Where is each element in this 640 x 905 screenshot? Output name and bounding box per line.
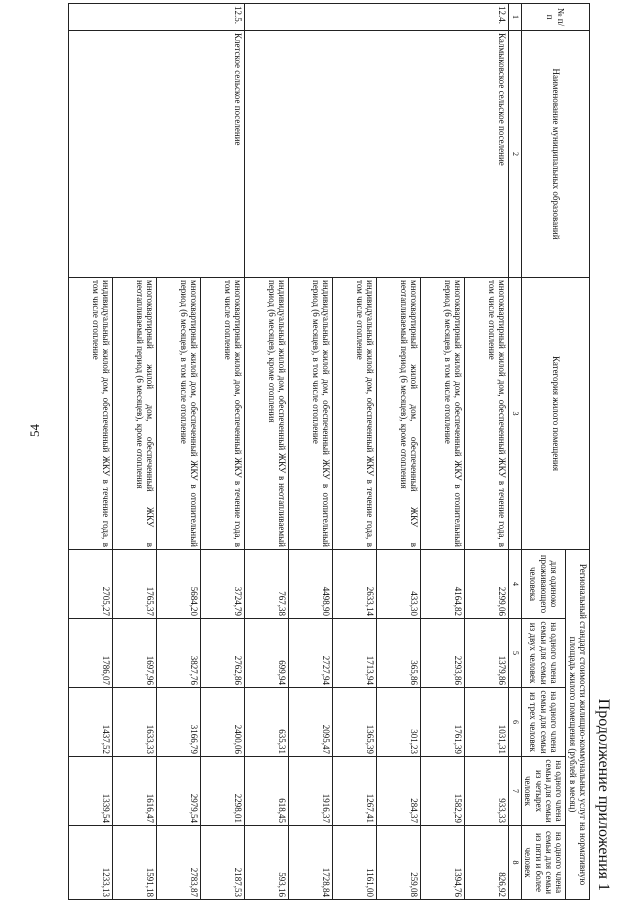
cost-value: 2299,06 (464, 550, 508, 619)
cost-value: 1582,29 (420, 757, 464, 826)
header-sub-3: на одного члена семьи для семьи из трех человек (521, 688, 565, 757)
housing-category: индивидуальный жилой дом, обеспеченный ЖКУ в течение года, в том числе отопление (68, 278, 112, 550)
column-number: 7 (508, 757, 521, 826)
cost-value: 1233,13 (68, 826, 112, 900)
cost-value: 826,92 (464, 826, 508, 900)
header-sub-4: на одного члена семьи для семьи из четырех человек (521, 757, 565, 826)
cost-value: 2633,14 (332, 550, 376, 619)
cost-value: 4498,90 (288, 550, 332, 619)
column-number: 1 (508, 4, 521, 31)
cost-value: 259,08 (376, 826, 420, 900)
cost-value: 3166,79 (156, 688, 200, 757)
cost-value: 618,45 (244, 757, 288, 826)
cost-value: 2187,53 (200, 826, 244, 900)
cost-value: 1633,33 (112, 688, 156, 757)
column-number: 4 (508, 550, 521, 619)
cost-value: 5684,20 (156, 550, 200, 619)
cost-value: 1765,37 (112, 550, 156, 619)
header-group: Региональный стандарт стоимости жилищно-коммунальных услуг на нормативную площадь жилого помещения (рублей в месяц) (566, 550, 590, 900)
cost-value: 1728,84 (288, 826, 332, 900)
housing-category: многоквартирный жилой дом, обеспеченный ЖКУ в отопительный период (6 месяцев), в том числе отопление (420, 278, 464, 550)
cost-value: 1713,94 (332, 619, 376, 688)
housing-category: индивидуальный жилой дом, обеспеченный ЖКУ в течение года, в том числе отопление (332, 278, 376, 550)
header-category: Категория жилого помещения (521, 278, 589, 550)
cost-value: 301,23 (376, 688, 420, 757)
housing-category: индивидуальный жилой дом, обеспеченный ЖКУ в отопительный период (6 месяцев), в том числе отопление (288, 278, 332, 550)
cost-value: 2762,86 (200, 619, 244, 688)
cost-value: 2298,01 (200, 757, 244, 826)
cost-value: 3724,79 (200, 550, 244, 619)
column-number: 8 (508, 826, 521, 900)
header-no: № п/п (521, 4, 589, 31)
cost-value: 1437,52 (68, 688, 112, 757)
row-number: 12.4. (244, 4, 508, 31)
cost-value: 635,31 (244, 688, 288, 757)
cost-value: 1786,07 (68, 619, 112, 688)
cost-value: 1161,00 (332, 826, 376, 900)
cost-value: 1761,39 (420, 688, 464, 757)
standard-cost-table (68, 3, 590, 900)
cost-value: 284,37 (376, 757, 420, 826)
cost-value: 365,86 (376, 619, 420, 688)
cost-value: 2293,86 (420, 619, 464, 688)
municipality-name: Клетское сельское поселение (68, 31, 244, 278)
cost-value: 1267,41 (332, 757, 376, 826)
table-row (464, 4, 508, 900)
cost-value: 767,38 (244, 550, 288, 619)
rotated-sheet (90, 3, 612, 899)
cost-value: 1339,54 (68, 757, 112, 826)
cost-value: 1916,37 (288, 757, 332, 826)
cost-value: 1591,18 (112, 826, 156, 900)
row-number: 12.5. (68, 4, 244, 31)
cost-value: 1031,31 (464, 688, 508, 757)
cost-value: 1616,47 (112, 757, 156, 826)
cost-value: 1697,96 (112, 619, 156, 688)
cost-value: 2783,87 (156, 826, 200, 900)
column-number: 5 (508, 619, 521, 688)
cost-value: 933,33 (464, 757, 508, 826)
municipality-name: Калмыковское сельское поселение (244, 31, 508, 278)
cost-value: 3827,76 (156, 619, 200, 688)
housing-category: многоквартирный жилой дом, обеспеченный ЖКУ в течение года, в том числе отопление (464, 278, 508, 550)
cost-value: 433,30 (376, 550, 420, 619)
cost-value: 2705,27 (68, 550, 112, 619)
column-number: 6 (508, 688, 521, 757)
table-row (200, 4, 244, 900)
header-sub-5: на одного члена семьи для семьи из пяти и более человек (521, 826, 565, 900)
housing-category: многоквартирный жилой дом, обеспеченный ЖКУ в течение года, в том числе отопление (200, 278, 244, 550)
cost-value: 2979,54 (156, 757, 200, 826)
cost-value: 2400,06 (200, 688, 244, 757)
cost-value: 2727,94 (288, 619, 332, 688)
housing-category: многоквартирный жилой дом, обеспеченный ЖКУ в отопительный период (6 месяцев), в том числе отопление (156, 278, 200, 550)
header-sub-1: для одиноко проживающего человека (521, 550, 565, 619)
sheet-title: Продолжение приложения 1 (595, 698, 612, 891)
header-name: Наименование муниципальных образований (521, 31, 589, 278)
page-number: 54 (27, 424, 42, 437)
cost-value: 1394,76 (420, 826, 464, 900)
cost-value: 1379,86 (464, 619, 508, 688)
cost-value: 1365,39 (332, 688, 376, 757)
cost-value: 593,16 (244, 826, 288, 900)
column-number: 3 (508, 278, 521, 550)
housing-category: индивидуальный жилой дом, обеспеченный ЖКУ в неотапливаемый период (6 месяцев), кроме отопления (244, 278, 288, 550)
header-sub-2: на одного члена семьи для семьи из двух человек (521, 619, 565, 688)
cost-value: 699,94 (244, 619, 288, 688)
cost-value: 4164,82 (420, 550, 464, 619)
column-number: 2 (508, 31, 521, 278)
housing-category: многоквартирный жилой дом, обеспеченный ЖКУ в неотапливаемый период (6 месяцев), кроме отопления (112, 278, 156, 550)
column-number-row (508, 4, 521, 900)
housing-category: многоквартирный жилой дом, обеспеченный ЖКУ в неотапливаемый период (6 месяцев), кроме отопления (376, 278, 420, 550)
table-body (68, 4, 508, 900)
cost-value: 2095,47 (288, 688, 332, 757)
